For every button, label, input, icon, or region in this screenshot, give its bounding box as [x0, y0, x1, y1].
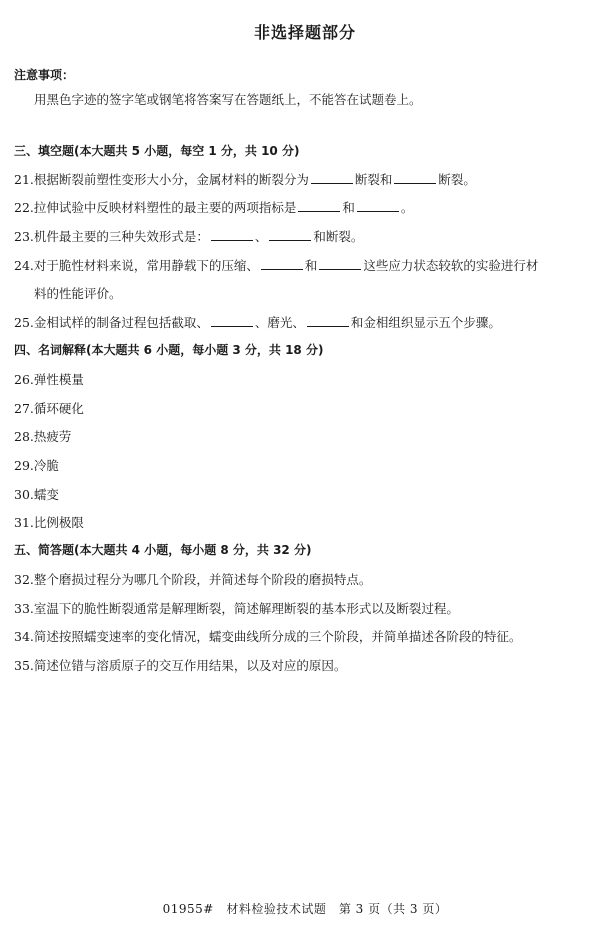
question-text: 、 [254, 229, 268, 244]
question-23 [14, 227, 363, 245]
answer-blank [357, 199, 399, 212]
answer-blank [307, 314, 349, 327]
question-text: 这些应力状态较软的实验进行材 [363, 258, 539, 273]
question-22 [14, 198, 413, 216]
question-text: 和 [342, 200, 355, 215]
notice-text: 用黑色字迹的签字笔或钢笔将答案写在答题纸上，不能答在试题卷上。 [34, 92, 422, 107]
answer-blank [269, 228, 311, 241]
question-text: 和 [304, 258, 318, 273]
question-24-continued: 料的性能评价。 [34, 286, 122, 301]
question-text: 24.对于脆性材料来说，常用静载下的压缩、 [14, 258, 259, 273]
question-text: 断裂和 [354, 172, 393, 187]
question-text: 22.拉伸试验中反映材料塑性的最主要的两项指标是 [14, 200, 297, 215]
answer-blank [394, 171, 436, 184]
section5-heading: 五、简答题(本大题共 4 小题，每小题 8 分，共 32 分) [14, 543, 312, 557]
answer-blank [261, 257, 303, 270]
short-answer-item: 32.整个磨损过程分为哪几个阶段，并简述每个阶段的磨损特点。 [14, 572, 372, 587]
term-item: 27.循环硬化 [14, 401, 84, 416]
question-text: 断裂。 [438, 172, 476, 187]
term-item: 29.冷脆 [14, 458, 59, 473]
section3-heading: 三、填空题(本大题共 5 小题，每空 1 分，共 10 分) [14, 144, 300, 158]
short-answer-item: 34.简述按照蠕变速率的变化情况，蠕变曲线所分成的三个阶段，并简单描述各阶段的特征。 [14, 629, 522, 644]
question-24 [14, 256, 538, 274]
question-text: 23.机件最主要的三种失效形式是： [14, 229, 209, 244]
term-item: 31.比例极限 [14, 515, 84, 530]
question-text: 、磨光、 [254, 315, 305, 330]
term-item: 26.弹性模量 [14, 372, 84, 387]
short-answer-item: 33.室温下的脆性断裂通常是解理断裂，简述解理断裂的基本形式以及断裂过程。 [14, 601, 459, 616]
answer-blank [211, 314, 253, 327]
question-text: 和断裂。 [313, 229, 364, 244]
question-25 [14, 313, 501, 331]
notice-heading: 注意事项： [14, 68, 75, 82]
answer-blank [211, 228, 253, 241]
question-21 [14, 170, 476, 188]
question-text: 和金相组织显示五个步骤。 [350, 315, 501, 330]
question-text: 21.根据断裂前塑性变形大小分，金属材料的断裂分为 [14, 172, 309, 187]
page-title: 非选择题部分 [253, 23, 356, 42]
short-answer-item: 35.简述位错与溶质原子的交互作用结果，以及对应的原因。 [14, 658, 347, 673]
page-footer: 01955# 材料检验技术试题 第 3 页（共 3 页） [162, 902, 448, 916]
question-text: 。 [400, 200, 414, 215]
section4-heading: 四、名词解释(本大题共 6 小题，每小题 3 分，共 18 分) [14, 343, 324, 357]
term-item: 30.蠕变 [14, 487, 59, 502]
term-item: 28.热疲劳 [14, 429, 72, 444]
answer-blank [311, 171, 353, 184]
answer-blank [298, 199, 340, 212]
answer-blank [319, 257, 361, 270]
question-text: 25.金相试样的制备过程包括截取、 [14, 315, 209, 330]
